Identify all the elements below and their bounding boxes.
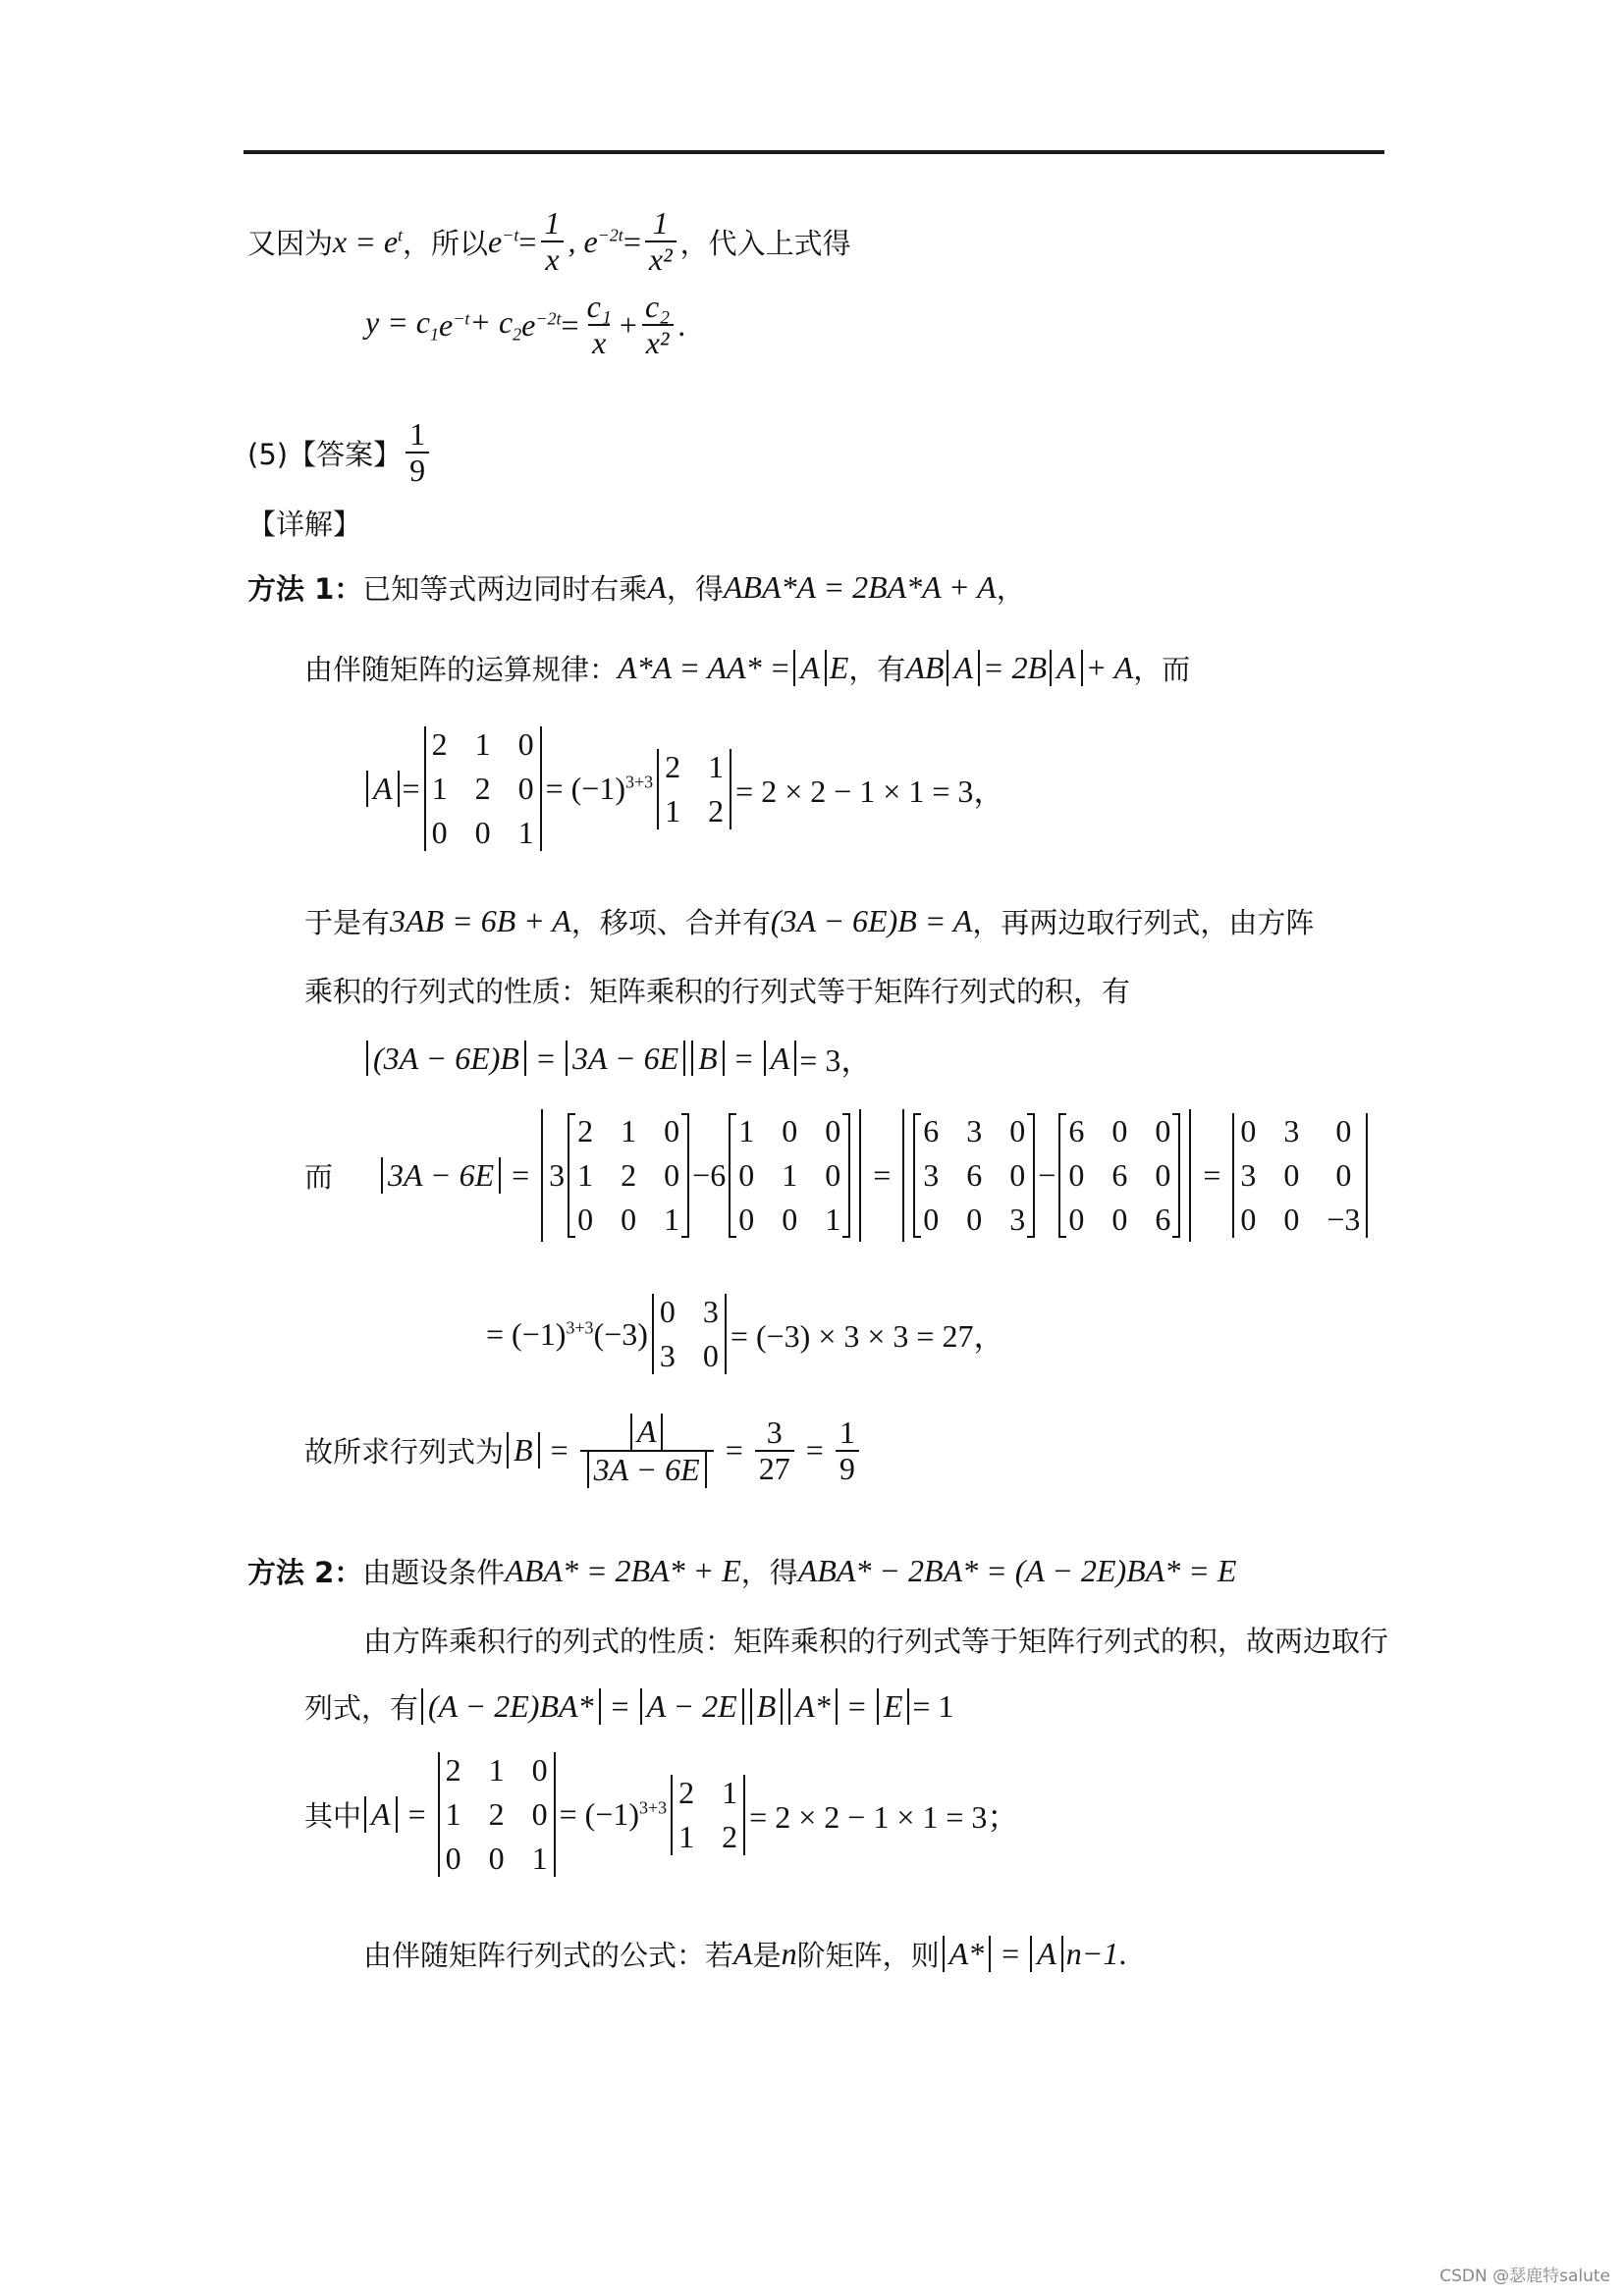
matrix-cell: 0	[782, 1113, 798, 1148]
matrix-cell: 0	[1009, 1157, 1026, 1193]
matrix-cell: 2	[474, 771, 491, 806]
matrix-cell: 1	[678, 1818, 695, 1854]
frac-num: 1	[544, 205, 561, 240]
matrix-cell: 2	[722, 1818, 738, 1854]
method2-para-1	[363, 1620, 1388, 1660]
outer-determinant	[541, 1109, 861, 1242]
math: = (−3) × 3 × 3 = 27，	[730, 1318, 1005, 1354]
text: ，再两边取行列式，由方阵	[972, 906, 1315, 939]
frac-num: 1	[409, 416, 426, 452]
matrix-cell: 2	[665, 748, 681, 784]
math: (3A − 6E)B = A	[770, 903, 973, 938]
matrix-cell: 0	[1240, 1201, 1257, 1237]
fraction	[755, 1415, 794, 1486]
matrix-cell: 1	[825, 1201, 841, 1237]
abs-value: A	[793, 650, 827, 686]
abs-value: 3A − 6E	[587, 1452, 707, 1488]
detail-heading	[247, 503, 361, 543]
matrix-cell: 0	[1068, 1157, 1085, 1193]
abs-value: A	[1030, 1936, 1063, 1972]
big-det-line: 而 3A − 6E = 3 2 1 0 1 2 0 0 0 1 −6 1 0 0 0 1 0 0 0 1 = 6 3 0 3 6 0 0 0 3 − 6 0 0 0 6 0 0 0 6 = 0 3 0 3 0 0 0 0 −3	[304, 1109, 1372, 1242]
matrix-cell: 0	[1111, 1201, 1128, 1237]
matrix-cell: 1	[488, 1752, 505, 1788]
step-line-2	[304, 970, 1130, 1010]
frac-den: 9	[406, 452, 429, 488]
matrix-cell: 1	[474, 726, 491, 762]
matrix-cell: 0	[517, 771, 534, 806]
detail-label: 【详解】	[247, 507, 362, 541]
fraction	[836, 1415, 859, 1486]
matrix-cell: 0	[1240, 1113, 1257, 1148]
math: A	[647, 569, 667, 605]
math: e	[488, 223, 503, 259]
frac-num: 3	[766, 1414, 783, 1450]
outer-determinant-2: 6 3 0 3 6 0 0 0 3 − 6 0 0 0 6 0 0 0 6	[902, 1109, 1191, 1242]
matrix-cell: 0	[738, 1157, 755, 1193]
math: e	[439, 306, 454, 343]
abs-value: A	[764, 1041, 797, 1077]
matrix-cell: 6	[1068, 1113, 1085, 1148]
matrix-cell: 2	[621, 1157, 637, 1193]
abs-value: A	[630, 1414, 664, 1450]
math: (−3)	[593, 1315, 648, 1352]
abs-value: A	[366, 771, 400, 807]
matrix-cell: 0	[1283, 1157, 1300, 1193]
math-sub: 1	[430, 324, 439, 345]
matrix-cell: 6	[1155, 1201, 1171, 1237]
frac-den: x	[588, 324, 610, 360]
det-grid	[446, 1752, 548, 1877]
math: y = c	[365, 304, 430, 341]
matrix-cell: 0	[531, 1796, 548, 1832]
matrix-cell: 6	[966, 1157, 983, 1193]
matrix-cell: 2	[708, 792, 725, 828]
matrix-cell: 0	[517, 726, 534, 762]
math: .	[1118, 1936, 1127, 1971]
matrix-cell: −3	[1326, 1201, 1361, 1237]
matrix-cell: 1	[782, 1157, 798, 1193]
matrix-cell: 1	[665, 792, 681, 828]
abs-value: B	[750, 1688, 784, 1725]
math: n	[781, 1936, 797, 1971]
math: .	[677, 306, 686, 343]
expansion-line	[486, 1294, 1004, 1374]
matrix-cell: 2	[445, 1752, 461, 1788]
math-sup: 3+3	[639, 1797, 668, 1818]
matrix-cell: 3	[923, 1157, 940, 1193]
frac-den: x²	[642, 324, 674, 360]
text: ，而	[1133, 653, 1191, 686]
matrix-cell: 0	[923, 1201, 940, 1237]
matrix-grid	[1068, 1113, 1170, 1238]
detA-line	[363, 726, 1004, 851]
matrix-cell: 0	[825, 1157, 841, 1193]
matrix-cell: 0	[621, 1201, 637, 1237]
math-sup: −t	[453, 308, 470, 329]
matrix-cell: 1	[722, 1774, 738, 1810]
fraction	[583, 290, 616, 360]
matrix-cell: 3	[659, 1338, 676, 1373]
text: 故所求行列式为	[304, 1435, 505, 1469]
det-grid	[678, 1775, 737, 1855]
matrix-cell: 0	[664, 1113, 680, 1148]
matrix-cell: 0	[825, 1113, 841, 1148]
math: +	[619, 306, 637, 343]
detA-line-2: 其中 A = 2 1 0 1 2 0 0 0 1 = $(-1)^{3+3}$ 2 1 1 2 = 2 × 2 − 1 × 1 = 3；	[304, 1752, 1019, 1876]
text: 由伴随矩阵的运算规律：	[304, 653, 619, 686]
matrix-cell: 1	[517, 815, 534, 850]
math: x = e	[333, 223, 399, 259]
fraction	[540, 206, 564, 277]
matrix-cell: 0	[1155, 1157, 1171, 1193]
math: e	[521, 306, 536, 343]
matrix-E	[729, 1113, 850, 1238]
matrix-cell: 2	[577, 1113, 594, 1148]
fraction	[645, 206, 677, 277]
abs-value: A	[947, 650, 980, 686]
det-grid	[665, 749, 724, 829]
frac-den: x	[541, 240, 563, 277]
math: = 2 × 2 − 1 × 1 = 3；	[749, 1798, 1019, 1835]
scalar: −6	[692, 1157, 727, 1193]
matrix-cell: 1	[664, 1201, 680, 1237]
math-sup: −2t	[597, 225, 623, 245]
result-determinant	[1232, 1113, 1368, 1238]
matrix-cell: 0	[782, 1201, 798, 1237]
math: = 2B	[982, 650, 1048, 685]
matrix-cell: 0	[664, 1157, 680, 1193]
text: ，得	[666, 572, 724, 606]
math: , e	[568, 223, 598, 259]
matrix-cell: 0	[738, 1201, 755, 1237]
math: A*A = AA* =	[618, 650, 791, 685]
frac-num: 1	[839, 1414, 855, 1450]
text: 由方阵乘积行的列式的性质：矩阵乘积的行列式等于矩阵行列式的积，故两边取行	[363, 1625, 1389, 1658]
math: = (−1)	[545, 771, 625, 806]
math: A	[733, 1936, 753, 1971]
matrix-cell: 1	[738, 1113, 755, 1148]
text: 由题设条件	[362, 1556, 506, 1589]
math: = 3，	[799, 1042, 873, 1078]
answer-fraction	[406, 417, 429, 488]
matrix-cell: 0	[1111, 1113, 1128, 1148]
math: =	[518, 223, 537, 259]
matrix-cell: 1	[431, 771, 448, 806]
matrix-cell: 0	[1068, 1201, 1085, 1237]
abs-value: B	[691, 1041, 725, 1077]
det-grid	[432, 726, 534, 851]
matrix-cell: 0	[474, 815, 491, 850]
matrix-cell: 0	[445, 1841, 461, 1876]
determinant-2x2	[671, 1775, 745, 1855]
text: 是	[752, 1939, 782, 1972]
adjugate-det-formula: 由伴随矩阵行列式的公式：若 A 是 n 阶矩阵，则 A* = A n−1 .	[363, 1936, 1127, 1972]
matrix-cell: 0	[659, 1294, 676, 1329]
matrix-cell: 0	[702, 1338, 719, 1373]
text: 乘积的行列式的性质：矩阵乘积的行列式等于矩阵行列式的积，有	[304, 975, 1131, 1008]
math-sup: 3+3	[625, 772, 654, 792]
answer-line	[247, 417, 433, 488]
matrix-cell: 0	[531, 1752, 548, 1788]
matrix-cell: 0	[1335, 1113, 1352, 1148]
matrix-cell: 2	[488, 1796, 505, 1832]
matrix-grid	[923, 1113, 1025, 1238]
matrix-cell: 2	[431, 726, 448, 762]
text: ，所以	[403, 226, 489, 260]
math-sub: 2	[513, 324, 522, 345]
math: ABA* − 2BA* = (A − 2E)BA* = E	[797, 1553, 1237, 1588]
abs-value: A*	[788, 1688, 838, 1725]
math-sup: n−1	[1065, 1936, 1119, 1971]
abs-value: A	[364, 1796, 398, 1833]
abs-value: A*	[943, 1936, 992, 1972]
math-sup: −t	[502, 225, 519, 245]
math: =	[561, 306, 579, 343]
abs-value: A	[1050, 650, 1083, 686]
math-sup: −2t	[535, 308, 562, 329]
method2-label: 方法 2：	[247, 1556, 363, 1589]
frac-den: 27	[755, 1450, 794, 1486]
math: = (−1)	[486, 1315, 567, 1352]
abs-value: 3A − 6E	[566, 1041, 685, 1077]
fraction	[641, 290, 674, 360]
line-substitution	[247, 206, 851, 277]
matrix-cell: 0	[1009, 1113, 1026, 1148]
matrix-6E	[1058, 1113, 1180, 1238]
fraction	[580, 1414, 714, 1488]
matrix-cell: 1	[708, 748, 725, 784]
math: = (−1)	[559, 1796, 640, 1832]
adjugate-rule-line	[304, 648, 1190, 688]
determinant-3x3	[438, 1752, 556, 1877]
text: ，有	[848, 653, 906, 686]
frac-num: 1	[652, 205, 669, 240]
text: ，移项、合并有	[570, 906, 771, 939]
matrix-cell: 2	[678, 1774, 695, 1810]
matrix-cell: 1	[531, 1841, 548, 1876]
math-sup: 3+3	[566, 1316, 594, 1337]
determinant-2x2	[657, 749, 731, 829]
watermark: CSDN @瑟鹿特salute	[1439, 2267, 1610, 2286]
det-grid	[1240, 1113, 1360, 1238]
matrix-cell: 1	[445, 1796, 461, 1832]
method1-label: 方法 1：	[247, 572, 363, 606]
matrix-cell: 0	[966, 1201, 983, 1237]
matrix-cell: 0	[577, 1201, 594, 1237]
text: 已知等式两边同时右乘	[362, 572, 648, 606]
step-line-3: (3A − 6E)B = 3A − 6E B = A = 3，	[363, 1036, 872, 1081]
matrix-cell: 3	[1240, 1157, 1257, 1193]
math: =	[402, 771, 420, 806]
method2-para-2: 列式，有 (A − 2E)BA* = A − 2E B A* = E = 1	[304, 1688, 954, 1725]
text: 由伴随矩阵行列式的公式：若	[363, 1939, 734, 1972]
frac-den: x²	[645, 240, 677, 277]
determinant-3x3	[424, 726, 542, 851]
text: 其中	[304, 1799, 362, 1833]
frac-num: c₁	[586, 289, 612, 324]
matrix-cell: 6	[1111, 1157, 1128, 1193]
matrix-cell: 0	[488, 1841, 505, 1876]
math: ABA* = 2BA* + E	[505, 1553, 741, 1588]
matrix-cell: 0	[1335, 1157, 1352, 1193]
abs-value: E	[877, 1688, 910, 1725]
method2-line	[247, 1551, 1236, 1591]
text: ，代入上式得	[679, 226, 851, 260]
matrix-cell: 1	[577, 1157, 594, 1193]
determinant-2x2	[652, 1294, 727, 1374]
matrix-cell: 1	[621, 1113, 637, 1148]
math: E	[829, 650, 849, 685]
text: 列式，有	[304, 1691, 419, 1725]
step-line-1	[304, 901, 1314, 941]
scalar: 3	[549, 1157, 566, 1193]
answer-label: (5)【答案】	[247, 437, 403, 471]
abs-value: (3A − 6E)B	[366, 1041, 526, 1077]
matrix-3A	[913, 1113, 1035, 1238]
math: = 1	[912, 1688, 954, 1724]
matrix-cell: 3	[966, 1113, 983, 1148]
matrix-A	[568, 1113, 689, 1238]
math-sup: t	[398, 225, 404, 245]
text: 而	[304, 1160, 334, 1194]
math: + A	[1085, 650, 1134, 685]
text: ，	[996, 572, 1025, 606]
math: = 2 × 2 − 1 × 1 = 3，	[735, 773, 1005, 809]
matrix-cell: 0	[1155, 1113, 1171, 1148]
text: 阶矩阵，则	[796, 1939, 940, 1972]
abs-value: (A − 2E)BA*	[421, 1688, 601, 1725]
matrix-cell: 6	[923, 1113, 940, 1148]
method1-line	[247, 567, 1025, 608]
abs-value: B	[507, 1432, 540, 1468]
math: 3AB = 6B + A	[390, 903, 571, 938]
math: =	[623, 223, 641, 259]
matrix-cell: 3	[1009, 1201, 1026, 1237]
math: ABA*A = 2BA*A + A	[723, 569, 997, 605]
math: AB	[905, 650, 945, 685]
abs-value: A − 2E	[640, 1688, 744, 1725]
frac-num: c₂	[644, 289, 671, 324]
final-result-line: 故所求行列式为 B = $\frac{A}{3A - 6E}$ = $\frac{3}{27}$ = $\frac{1}{9}$	[304, 1414, 863, 1488]
frac-den: 9	[836, 1450, 859, 1486]
matrix-cell: 3	[702, 1294, 719, 1329]
abs-value: 3A − 6E	[381, 1157, 501, 1194]
matrix-grid	[577, 1113, 679, 1238]
matrix-cell: 0	[431, 815, 448, 850]
math: + c	[469, 304, 514, 341]
matrix-cell: 0	[1283, 1201, 1300, 1237]
matrix-cell: 3	[1283, 1113, 1300, 1148]
text: 又因为	[247, 226, 334, 260]
matrix-grid	[738, 1113, 840, 1238]
text: 于是有	[304, 906, 391, 939]
header-rule	[244, 150, 1384, 154]
text: ，得	[740, 1556, 798, 1589]
line-general-solution	[365, 290, 685, 360]
det-grid	[660, 1294, 719, 1374]
